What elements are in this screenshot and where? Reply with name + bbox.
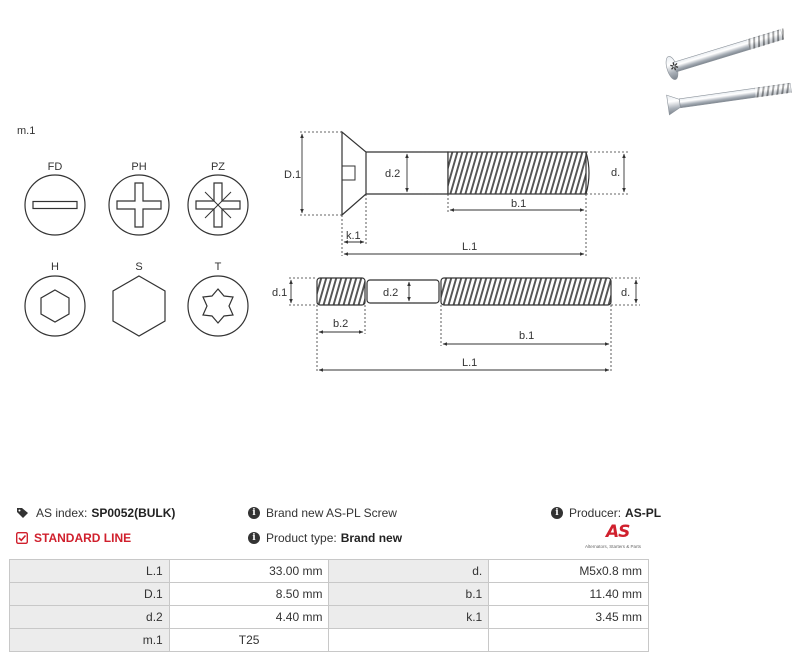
product-photo	[664, 22, 792, 115]
dim-label: b.1	[519, 330, 535, 342]
hex-head-drive-icon	[113, 276, 165, 336]
drive-label: FD	[47, 161, 63, 173]
brand-text: Brand new AS-PL Screw	[266, 506, 397, 520]
spec-key: d.2	[10, 606, 170, 629]
spec-value: 3.45 mm	[489, 606, 649, 629]
as-index	[16, 506, 175, 520]
drive-label: T	[214, 261, 222, 273]
producer-label: Producer:	[569, 506, 622, 520]
spec-key: L.1	[10, 560, 170, 583]
dim-label: L.1	[462, 241, 478, 253]
spec-value: 11.40 mm	[489, 583, 649, 606]
dim-label: d.	[621, 287, 631, 299]
spec-key: m.1	[10, 629, 170, 652]
hex-socket-drive-icon	[25, 276, 85, 336]
producer-value: AS-PL	[625, 506, 662, 520]
spec-key: D.1	[10, 583, 170, 606]
spec-value: 33.00 mm	[169, 560, 329, 583]
product-type-label: Product type:	[266, 531, 337, 545]
info-icon: i	[248, 532, 260, 544]
logo-mark: AS	[606, 522, 630, 542]
product-type-value: Brand new	[340, 531, 403, 545]
dim-label: d.2	[383, 287, 399, 299]
spec-key: k.1	[329, 606, 489, 629]
drive-t	[188, 261, 248, 336]
dim-label: d.2	[385, 168, 401, 180]
tag-icon	[16, 507, 30, 519]
drive-s	[113, 261, 165, 336]
dim-label: L.1	[462, 357, 478, 369]
info-icon: i	[248, 507, 260, 519]
drive-label: PZ	[210, 161, 226, 173]
dim-label: k.1	[346, 230, 361, 242]
drive-label: H	[51, 261, 59, 273]
brand-logo	[585, 522, 655, 552]
drive-h	[25, 261, 85, 336]
checkbox-checked-icon	[16, 532, 28, 544]
brand-info	[248, 506, 397, 520]
as-index-value: SP0052(BULK)	[91, 506, 176, 520]
dim-label: d.1	[272, 287, 288, 299]
flat-slot-drive-icon	[25, 175, 85, 235]
as-index-label: AS index:	[36, 506, 88, 520]
spec-value: 8.50 mm	[169, 583, 329, 606]
drive-fd	[25, 161, 85, 235]
spec-key: d.	[329, 560, 489, 583]
head-type-label: m.1	[17, 125, 36, 137]
drive-ph	[109, 161, 169, 235]
drive-label: S	[135, 261, 143, 273]
spec-key: b.1	[329, 583, 489, 606]
phillips-drive-icon	[109, 175, 169, 235]
spec-key	[329, 629, 489, 652]
dim-label: d.	[611, 167, 621, 179]
table-row	[10, 606, 649, 629]
producer	[551, 506, 661, 520]
dim-label: b.2	[333, 318, 349, 330]
table-row	[10, 560, 649, 583]
drive-label: PH	[131, 161, 147, 173]
dim-label: D.1	[284, 169, 302, 181]
spec-value: 4.40 mm	[169, 606, 329, 629]
spec-value	[489, 629, 649, 652]
table-row	[10, 629, 649, 652]
spec-value: M5x0.8 mm	[489, 560, 649, 583]
logo-tagline: Alternators, Starters & Parts	[585, 544, 642, 549]
specs-table	[9, 559, 649, 652]
drive-pz	[188, 161, 248, 235]
dim-label: b.1	[511, 198, 527, 210]
torx-drive-icon	[188, 276, 248, 336]
product-type	[248, 531, 402, 545]
info-icon: i	[551, 507, 563, 519]
standard-line	[16, 531, 131, 545]
standard-line-label: STANDARD LINE	[34, 531, 132, 545]
pozidriv-drive-icon	[188, 175, 248, 235]
table-row	[10, 583, 649, 606]
spec-value: T25	[169, 629, 329, 652]
svg-text:✲: ✲	[668, 60, 681, 75]
